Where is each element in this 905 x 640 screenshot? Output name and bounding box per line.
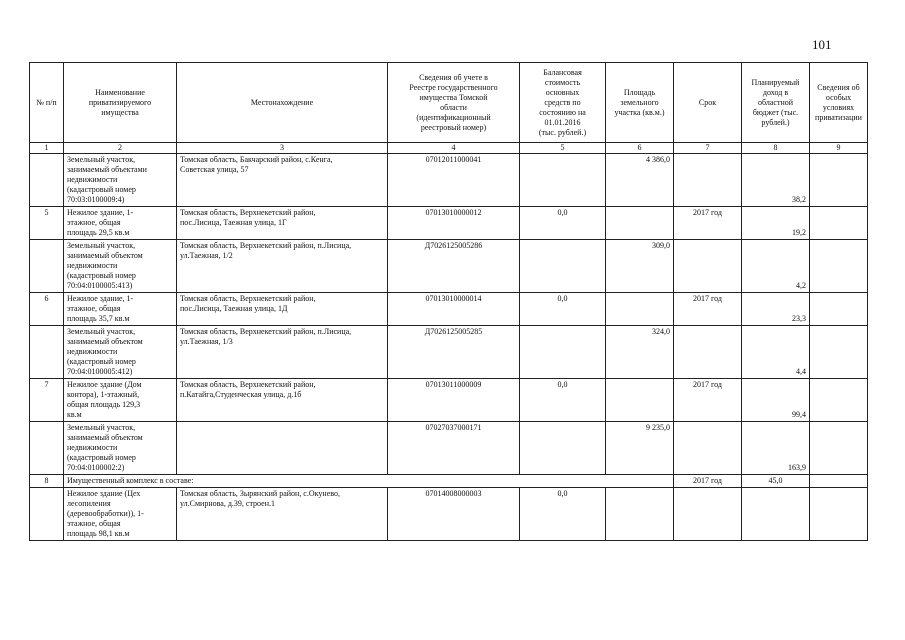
special-conditions — [810, 207, 868, 240]
property-name: Земельный участок, занимаемый объектом недвижимости (кадастровый номер 70:04:0100002:2) — [64, 422, 177, 475]
registry-number: 07027037000171 — [388, 422, 520, 475]
column-number: 1 — [30, 143, 64, 154]
column-number: 2 — [64, 143, 177, 154]
special-conditions — [810, 379, 868, 422]
column-number: 4 — [388, 143, 520, 154]
table-row — [30, 240, 868, 293]
header-cell: Площадь земельного участка (кв.м.) — [606, 63, 674, 143]
property-location: Томская область, Верхнекетский район, п.Лисица, ул.Таежная, 1/3 — [177, 326, 388, 379]
table-row — [30, 326, 868, 379]
header-row — [30, 63, 868, 143]
property-location: Томская область, Верхнекетский район, п.Катайга,Студенческая улица, д.1б — [177, 379, 388, 422]
header-cell: Местонахождение — [177, 63, 388, 143]
planned-income: 99,4 — [742, 379, 810, 422]
balance-value: 0,0 — [520, 293, 606, 326]
term — [674, 154, 742, 207]
planned-income: 4,2 — [742, 240, 810, 293]
special-conditions — [810, 488, 868, 541]
header-cell: Срок — [674, 63, 742, 143]
balance-value — [520, 326, 606, 379]
planned-income: 4,4 — [742, 326, 810, 379]
land-area: 4 386,0 — [606, 154, 674, 207]
row-number: 7 — [30, 379, 64, 422]
table-row — [30, 422, 868, 475]
property-location: Томская область, Верхнекетский район, п.Лисица, ул.Таежная, 1/2 — [177, 240, 388, 293]
term — [674, 422, 742, 475]
column-number: 7 — [674, 143, 742, 154]
header-cell: Сведения об учете в Реестре государственного имущества Томской области (идентификационный реестровый номер) — [388, 63, 520, 143]
planned-income — [742, 488, 810, 541]
special-conditions — [810, 154, 868, 207]
special-conditions — [810, 240, 868, 293]
term: 2017 год — [674, 379, 742, 422]
land-area — [606, 293, 674, 326]
land-area: 9 235,0 — [606, 422, 674, 475]
registry-number: 07014008000003 — [388, 488, 520, 541]
table-row — [30, 154, 868, 207]
special-conditions — [810, 422, 868, 475]
row-number: 5 — [30, 207, 64, 240]
land-area: 309,0 — [606, 240, 674, 293]
row-number — [30, 488, 64, 541]
term: 2017 год — [674, 475, 742, 488]
registry-number: 07013010000012 — [388, 207, 520, 240]
column-number: 9 — [810, 143, 868, 154]
column-number: 3 — [177, 143, 388, 154]
row-number — [30, 422, 64, 475]
column-number-row — [30, 143, 868, 154]
property-name: Нежилое здание, 1- этажное, общая площадь 35,7 кв.м — [64, 293, 177, 326]
property-name: Земельный участок, занимаемый объектом недвижимости (кадастровый номер 70:04:0100005:413) — [64, 240, 177, 293]
column-number: 5 — [520, 143, 606, 154]
privatization-table — [29, 62, 868, 541]
planned-income: 163,9 — [742, 422, 810, 475]
page-number: 101 — [812, 37, 832, 52]
header-cell: № п/п — [30, 63, 64, 143]
balance-value: 0,0 — [520, 488, 606, 541]
property-name: Нежилое здание, 1- этажное, общая площадь 29,5 кв.м — [64, 207, 177, 240]
row-number: 6 — [30, 293, 64, 326]
planned-income: 45,0 — [742, 475, 810, 488]
column-number: 6 — [606, 143, 674, 154]
planned-income: 23,3 — [742, 293, 810, 326]
property-location: Томская область, Верхнекетский район, пос.Лисица, Таежная улица, 1Д — [177, 293, 388, 326]
registry-number: 07012011000041 — [388, 154, 520, 207]
table-row — [30, 207, 868, 240]
balance-value — [520, 422, 606, 475]
property-location: Томская область, Бакчарский район, с.Кенга, Советская улица, 57 — [177, 154, 388, 207]
property-name: Земельный участок, занимаемый объектами недвижимости (кадастровый номер 70:03:0100009:4) — [64, 154, 177, 207]
land-area — [606, 379, 674, 422]
row-number: 8 — [30, 475, 64, 488]
planned-income: 38,2 — [742, 154, 810, 207]
column-number: 8 — [742, 143, 810, 154]
row-number — [30, 326, 64, 379]
special-conditions — [810, 475, 868, 488]
balance-value — [520, 240, 606, 293]
balance-value: 0,0 — [520, 379, 606, 422]
planned-income: 19,2 — [742, 207, 810, 240]
header-cell: Планируемый доход в областной бюджет (тыс. рублей.) — [742, 63, 810, 143]
property-location — [177, 422, 388, 475]
table-row — [30, 293, 868, 326]
property-location: Томская область, Верхнекетский район, пос.Лисица, Таежная улица, 1Г — [177, 207, 388, 240]
balance-value: 0,0 — [520, 207, 606, 240]
table-row — [30, 488, 868, 541]
header-cell: Балансовая стоимость основных средств по состоянию на 01.01.2016 (тыс. рублей.) — [520, 63, 606, 143]
complex-row — [30, 475, 868, 488]
registry-number: 07013010000014 — [388, 293, 520, 326]
table-row — [30, 379, 868, 422]
row-number — [30, 240, 64, 293]
term — [674, 326, 742, 379]
complex-label: Имущественный комплекс в составе: — [64, 475, 674, 488]
term: 2017 год — [674, 293, 742, 326]
land-area: 324,0 — [606, 326, 674, 379]
special-conditions — [810, 293, 868, 326]
special-conditions — [810, 326, 868, 379]
row-number — [30, 154, 64, 207]
registry-number: Д7026125005285 — [388, 326, 520, 379]
property-name: Земельный участок, занимаемый объектом недвижимости (кадастровый номер 70:04:0100005:412) — [64, 326, 177, 379]
balance-value — [520, 154, 606, 207]
term — [674, 488, 742, 541]
property-name: Нежилое здание (Цех лесопиления (деревообработки)), 1- этажное, общая площадь 98,1 кв.м — [64, 488, 177, 541]
property-location: Томская область, Зырянский район, с.Окунево, ул.Смирнова, д.39, строен.1 — [177, 488, 388, 541]
term: 2017 год — [674, 207, 742, 240]
header-cell: Сведения об особых условиях приватизации — [810, 63, 868, 143]
land-area — [606, 207, 674, 240]
registry-number: 07013011000009 — [388, 379, 520, 422]
property-name: Нежилое здание (Дом контора), 1-этажный, общая площадь 129,3 кв.м — [64, 379, 177, 422]
header-cell: Наименование приватизируемого имущества — [64, 63, 177, 143]
term — [674, 240, 742, 293]
registry-number: Д7026125005286 — [388, 240, 520, 293]
land-area — [606, 488, 674, 541]
